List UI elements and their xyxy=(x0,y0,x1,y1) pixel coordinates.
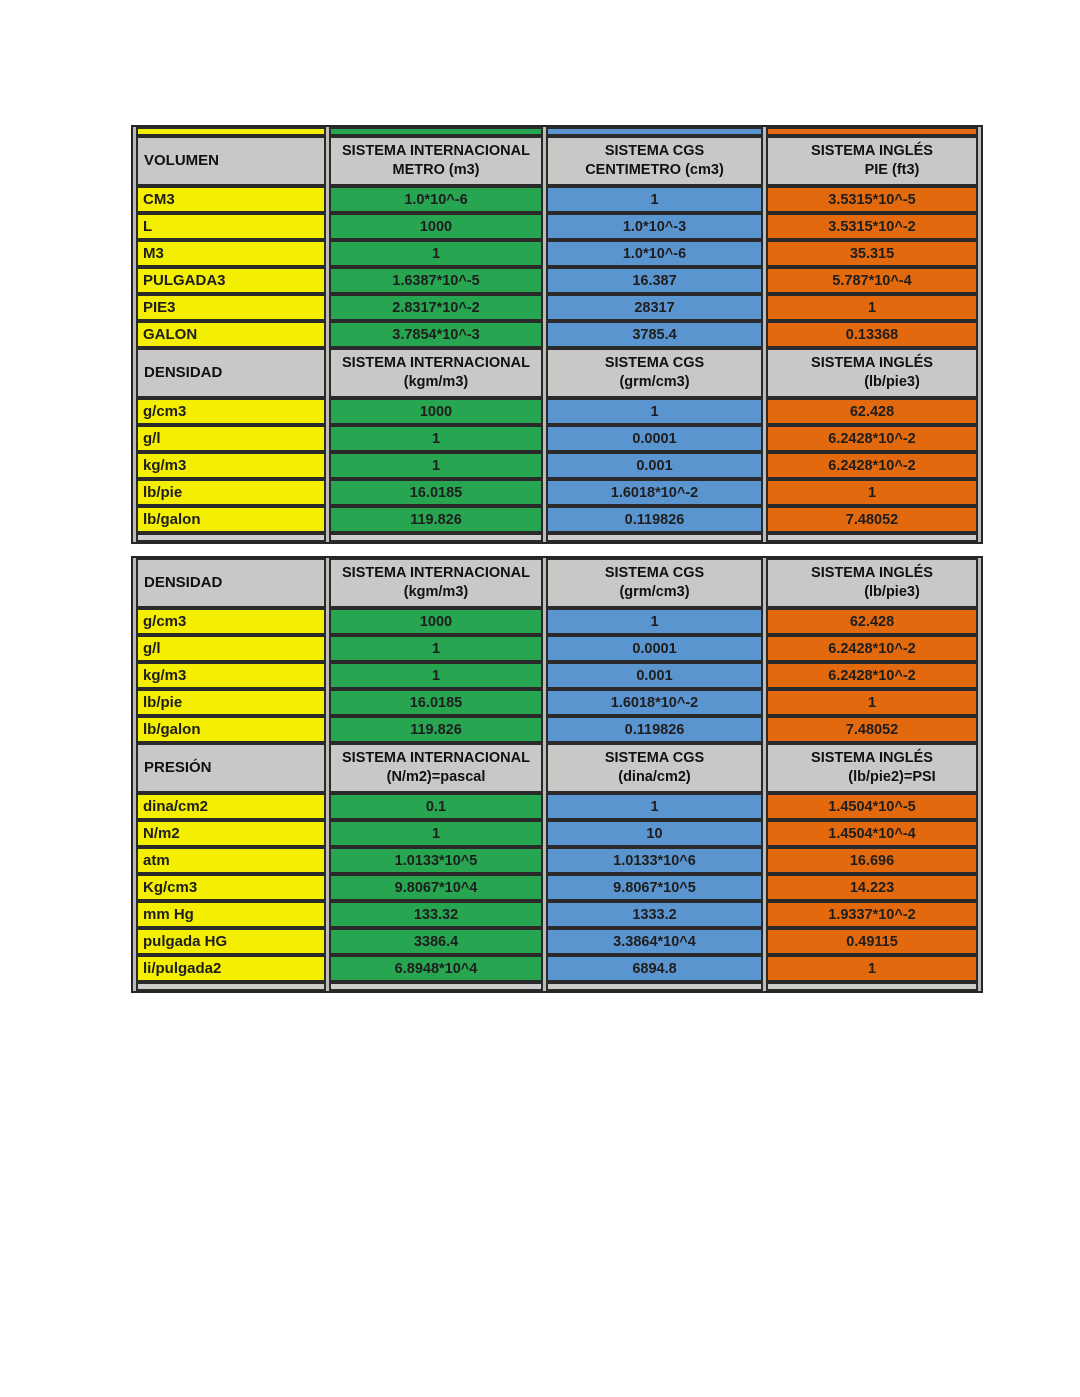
value-cell: 1000 xyxy=(329,398,543,425)
conversion-table-1 xyxy=(131,125,983,544)
color-sliver-row xyxy=(136,127,978,136)
value-cell: 0.49115 xyxy=(766,928,978,955)
value-cell: 1.6018*10^-2 xyxy=(546,689,763,716)
value-cell: 1 xyxy=(766,479,978,506)
column-header-line1: SISTEMA INGLÉS xyxy=(811,355,933,372)
value-cell: 9.8067*10^5 xyxy=(546,874,763,901)
header-row xyxy=(136,136,978,186)
row-label-cell: mm Hg xyxy=(136,901,326,928)
table-row xyxy=(136,689,978,716)
conversion-table-2 xyxy=(131,556,983,993)
column-header-line2: PIE (ft3) xyxy=(864,162,920,178)
value-cell: 6.8948*10^4 xyxy=(329,955,543,982)
column-header xyxy=(546,136,763,186)
value-cell: 1.4504*10^-4 xyxy=(766,820,978,847)
column-header-line1: SISTEMA INTERNACIONAL xyxy=(342,143,530,160)
sliver-cell xyxy=(546,982,763,991)
column-header xyxy=(766,743,978,793)
column-header-line1: SISTEMA INGLÉS xyxy=(811,143,933,160)
table-row xyxy=(136,955,978,982)
column-header-line1: SISTEMA INGLÉS xyxy=(811,565,933,582)
header-row xyxy=(136,558,978,608)
row-label-cell: Kg/cm3 xyxy=(136,874,326,901)
value-cell: 1.6387*10^-5 xyxy=(329,267,543,294)
value-cell: 0.119826 xyxy=(546,716,763,743)
value-cell: 16.387 xyxy=(546,267,763,294)
value-cell: 9.8067*10^4 xyxy=(329,874,543,901)
value-cell: 62.428 xyxy=(766,398,978,425)
column-header-line2: (grm/cm3) xyxy=(619,584,690,600)
column-header-line1: SISTEMA INTERNACIONAL xyxy=(342,565,530,582)
row-label-cell: kg/m3 xyxy=(136,662,326,689)
value-cell: 1 xyxy=(329,662,543,689)
value-cell: 1 xyxy=(546,608,763,635)
value-cell: 0.119826 xyxy=(546,506,763,533)
column-header xyxy=(329,743,543,793)
sliver-cell xyxy=(766,533,978,542)
column-header xyxy=(329,136,543,186)
column-header xyxy=(329,558,543,608)
bottom-sliver-row xyxy=(136,982,978,991)
value-cell: 133.32 xyxy=(329,901,543,928)
column-header xyxy=(546,743,763,793)
value-cell: 0.1 xyxy=(329,793,543,820)
sliver-cell xyxy=(329,982,543,991)
row-label-cell: pulgada HG xyxy=(136,928,326,955)
column-header-line2: (kgm/m3) xyxy=(403,584,469,600)
value-cell: 1 xyxy=(766,294,978,321)
value-cell: 1 xyxy=(546,186,763,213)
column-header-line2: (grm/cm3) xyxy=(619,374,690,390)
value-cell: 1.0133*10^6 xyxy=(546,847,763,874)
value-cell: 0.13368 xyxy=(766,321,978,348)
column-header-line2: CENTIMETRO (cm3) xyxy=(585,162,724,178)
value-cell: 3386.4 xyxy=(329,928,543,955)
value-cell: 3.5315*10^-5 xyxy=(766,186,978,213)
sliver-cell xyxy=(546,533,763,542)
row-label-cell: lb/galon xyxy=(136,716,326,743)
table-row xyxy=(136,793,978,820)
column-header-line2: (lb/pie2)=PSI xyxy=(848,769,936,785)
value-cell: 62.428 xyxy=(766,608,978,635)
bottom-sliver-row xyxy=(136,533,978,542)
value-cell: 3.3864*10^4 xyxy=(546,928,763,955)
conversion-table-2 xyxy=(131,556,983,993)
table-row xyxy=(136,425,978,452)
value-cell: 35.315 xyxy=(766,240,978,267)
row-label-cell: g/l xyxy=(136,425,326,452)
column-header xyxy=(766,136,978,186)
value-cell: 3.5315*10^-2 xyxy=(766,213,978,240)
value-cell: 16.0185 xyxy=(329,689,543,716)
sliver-cell xyxy=(766,982,978,991)
column-header-line2: (lb/pie3) xyxy=(864,584,920,600)
column-header xyxy=(329,348,543,398)
table-row xyxy=(136,321,978,348)
column-header xyxy=(546,558,763,608)
value-cell: 1 xyxy=(329,820,543,847)
header-row xyxy=(136,743,978,793)
value-cell: 1 xyxy=(766,955,978,982)
column-header-line1: SISTEMA INGLÉS xyxy=(811,750,933,767)
section-title: VOLUMEN xyxy=(136,136,326,186)
row-label-cell: g/l xyxy=(136,635,326,662)
column-header-line2: METRO (m3) xyxy=(392,162,480,178)
row-label-cell: M3 xyxy=(136,240,326,267)
column-header-line2: (N/m2)=pascal xyxy=(386,769,486,785)
row-label-cell: li/pulgada2 xyxy=(136,955,326,982)
value-cell: 7.48052 xyxy=(766,716,978,743)
value-cell: 1 xyxy=(546,398,763,425)
table-row xyxy=(136,901,978,928)
value-cell: 2.8317*10^-2 xyxy=(329,294,543,321)
row-label-cell: lb/galon xyxy=(136,506,326,533)
row-label-cell: g/cm3 xyxy=(136,398,326,425)
table-row xyxy=(136,479,978,506)
value-cell: 3.7854*10^-3 xyxy=(329,321,543,348)
value-cell: 1 xyxy=(329,240,543,267)
value-cell: 5.787*10^-4 xyxy=(766,267,978,294)
column-header-line1: SISTEMA INTERNACIONAL xyxy=(342,355,530,372)
value-cell: 14.223 xyxy=(766,874,978,901)
table-row xyxy=(136,240,978,267)
table-row xyxy=(136,635,978,662)
value-cell: 16.696 xyxy=(766,847,978,874)
value-cell: 3785.4 xyxy=(546,321,763,348)
value-cell: 28317 xyxy=(546,294,763,321)
row-label-cell: GALON xyxy=(136,321,326,348)
table-row xyxy=(136,847,978,874)
table-row xyxy=(136,398,978,425)
value-cell: 1333.2 xyxy=(546,901,763,928)
value-cell: 0.001 xyxy=(546,452,763,479)
column-header xyxy=(766,558,978,608)
table-row xyxy=(136,213,978,240)
column-header-line2: (kgm/m3) xyxy=(403,374,469,390)
table-row xyxy=(136,928,978,955)
table-row xyxy=(136,294,978,321)
column-header-line2: (dina/cm2) xyxy=(618,769,691,785)
table-row xyxy=(136,186,978,213)
header-row xyxy=(136,348,978,398)
value-cell: 1 xyxy=(329,635,543,662)
sliver-cell xyxy=(136,533,326,542)
conversion-table-1 xyxy=(131,125,983,544)
value-cell: 1.0*10^-3 xyxy=(546,213,763,240)
sliver-cell xyxy=(136,982,326,991)
value-cell: 1 xyxy=(546,793,763,820)
table-row xyxy=(136,874,978,901)
table-row xyxy=(136,716,978,743)
value-cell: 1 xyxy=(329,452,543,479)
sliver-cell xyxy=(329,533,543,542)
value-cell: 6.2428*10^-2 xyxy=(766,662,978,689)
value-cell: 16.0185 xyxy=(329,479,543,506)
value-cell: 6.2428*10^-2 xyxy=(766,635,978,662)
value-cell: 1.0*10^-6 xyxy=(329,186,543,213)
value-cell: 1.9337*10^-2 xyxy=(766,901,978,928)
section-title: DENSIDAD xyxy=(136,348,326,398)
value-cell: 119.826 xyxy=(329,716,543,743)
section-title: DENSIDAD xyxy=(136,558,326,608)
value-cell: 119.826 xyxy=(329,506,543,533)
sliver-cell xyxy=(329,127,543,136)
table-row xyxy=(136,506,978,533)
value-cell: 7.48052 xyxy=(766,506,978,533)
value-cell: 1 xyxy=(766,689,978,716)
row-label-cell: N/m2 xyxy=(136,820,326,847)
table-row xyxy=(136,452,978,479)
value-cell: 0.0001 xyxy=(546,635,763,662)
sliver-cell xyxy=(546,127,763,136)
value-cell: 0.0001 xyxy=(546,425,763,452)
row-label-cell: PIE3 xyxy=(136,294,326,321)
table-row xyxy=(136,608,978,635)
table-row xyxy=(136,662,978,689)
row-label-cell: g/cm3 xyxy=(136,608,326,635)
value-cell: 1 xyxy=(329,425,543,452)
value-cell: 0.001 xyxy=(546,662,763,689)
section-title: PRESIÓN xyxy=(136,743,326,793)
row-label-cell: atm xyxy=(136,847,326,874)
column-header-line1: SISTEMA CGS xyxy=(604,750,705,767)
row-label-cell: kg/m3 xyxy=(136,452,326,479)
column-header-line1: SISTEMA CGS xyxy=(604,143,705,160)
value-cell: 1.6018*10^-2 xyxy=(546,479,763,506)
value-cell: 6.2428*10^-2 xyxy=(766,452,978,479)
sliver-cell xyxy=(136,127,326,136)
value-cell: 6.2428*10^-2 xyxy=(766,425,978,452)
value-cell: 10 xyxy=(546,820,763,847)
value-cell: 6894.8 xyxy=(546,955,763,982)
column-header xyxy=(766,348,978,398)
value-cell: 1000 xyxy=(329,213,543,240)
table-row xyxy=(136,820,978,847)
value-cell: 1.0133*10^5 xyxy=(329,847,543,874)
column-header-line2: (lb/pie3) xyxy=(864,374,920,390)
row-label-cell: dina/cm2 xyxy=(136,793,326,820)
value-cell: 1.4504*10^-5 xyxy=(766,793,978,820)
value-cell: 1.0*10^-6 xyxy=(546,240,763,267)
sliver-cell xyxy=(766,127,978,136)
row-label-cell: CM3 xyxy=(136,186,326,213)
row-label-cell: PULGADA3 xyxy=(136,267,326,294)
row-label-cell: lb/pie xyxy=(136,479,326,506)
table-row xyxy=(136,267,978,294)
column-header-line1: SISTEMA CGS xyxy=(604,355,705,372)
column-header-line1: SISTEMA INTERNACIONAL xyxy=(342,750,530,767)
value-cell: 1000 xyxy=(329,608,543,635)
row-label-cell: lb/pie xyxy=(136,689,326,716)
column-header-line1: SISTEMA CGS xyxy=(604,565,705,582)
row-label-cell: L xyxy=(136,213,326,240)
column-header xyxy=(546,348,763,398)
